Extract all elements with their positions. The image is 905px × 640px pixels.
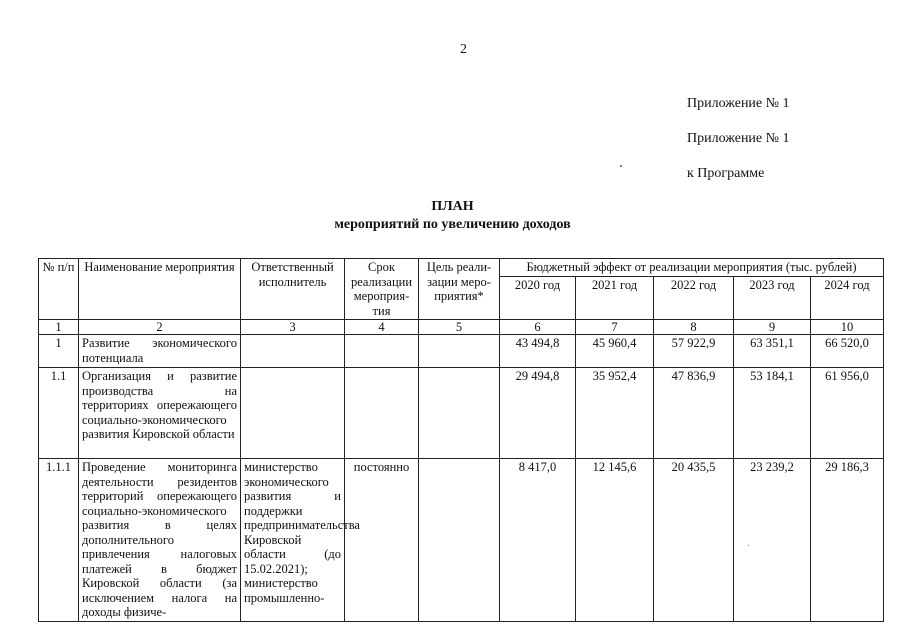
document-title: ПЛАН: [431, 199, 474, 214]
row-term: [345, 335, 419, 368]
row-value-2022: 47 836,9: [654, 368, 734, 459]
column-number: 7: [576, 320, 654, 335]
header-goal: Цель реали-зации меро-приятия*: [419, 259, 500, 320]
header-year: 2024 год: [811, 276, 884, 319]
row-name: Развитие экономического потенциала: [79, 335, 241, 368]
header-year: 2020 год: [500, 276, 576, 319]
row-number: 1.1: [39, 368, 79, 459]
document-subtitle: мероприятий по увеличению доходов: [334, 217, 571, 232]
header-executor: Ответственный исполнитель: [241, 259, 345, 320]
plan-table: [38, 258, 884, 622]
header-name: Наименование мероприятия: [79, 259, 241, 320]
row-value-2020: 43 494,8: [500, 335, 576, 368]
header-budget: Бюджетный эффект от реализации мероприятия (тыс. рублей): [500, 259, 884, 277]
row-value-2023: 63 351,1: [734, 335, 811, 368]
appendix-line-3: к Программе: [687, 166, 765, 181]
scan-speck: [620, 165, 622, 167]
row-value-2024: 66 520,0: [811, 335, 884, 368]
row-value-2022: 20 435,5: [654, 459, 734, 622]
row-value-2021: 45 960,4: [576, 335, 654, 368]
row-value-2023: 23 239,2: [734, 459, 811, 622]
column-number: 2: [79, 320, 241, 335]
column-number-row: [39, 320, 884, 335]
header-term: Срок реализации мероприя-тия: [345, 259, 419, 320]
header-year: 2021 год: [576, 276, 654, 319]
table-row: [39, 335, 884, 368]
table-row: [39, 459, 884, 622]
column-number: 9: [734, 320, 811, 335]
row-term: [345, 368, 419, 459]
column-number: 1: [39, 320, 79, 335]
header-year: 2023 год: [734, 276, 811, 319]
row-executor: [241, 335, 345, 368]
row-value-2020: 29 494,8: [500, 368, 576, 459]
header-no: № п/п: [39, 259, 79, 320]
column-number: 5: [419, 320, 500, 335]
column-number: 6: [500, 320, 576, 335]
row-value-2021: 12 145,6: [576, 459, 654, 622]
header-row: [39, 259, 884, 277]
appendix-line-1: Приложение № 1: [687, 96, 790, 111]
row-goal: [419, 335, 500, 368]
row-value-2024: 29 186,3: [811, 459, 884, 622]
column-number: 3: [241, 320, 345, 335]
row-goal: [419, 459, 500, 622]
row-name: Организация и развитие производства на территориях опережающего социально-экономического развития Кировской области: [79, 368, 241, 459]
row-executor: министерство экономического развития и поддержки предпринимательства Кировской области (до 15.02.2021); министерство промышленно-: [241, 459, 345, 622]
header-year: 2022 год: [654, 276, 734, 319]
row-value-2022: 57 922,9: [654, 335, 734, 368]
row-goal: [419, 368, 500, 459]
row-value-2021: 35 952,4: [576, 368, 654, 459]
row-number: 1: [39, 335, 79, 368]
row-term: постоянно: [345, 459, 419, 622]
row-value-2023: 53 184,1: [734, 368, 811, 459]
column-number: 4: [345, 320, 419, 335]
appendix-line-2: Приложение № 1: [687, 131, 790, 146]
page-number: 2: [460, 42, 467, 57]
row-name: Проведение мониторинга деятельности резидентов территорий опережающего социально-экономического развития в целях дополнительного привлечения налоговых платежей в бюджет Кировской области (за исключением налога на доходы физиче-: [79, 459, 241, 622]
column-number: 10: [811, 320, 884, 335]
row-executor: [241, 368, 345, 459]
column-number: 8: [654, 320, 734, 335]
row-value-2024: 61 956,0: [811, 368, 884, 459]
row-number: 1.1.1: [39, 459, 79, 622]
table-row: [39, 368, 884, 459]
row-value-2020: 8 417,0: [500, 459, 576, 622]
